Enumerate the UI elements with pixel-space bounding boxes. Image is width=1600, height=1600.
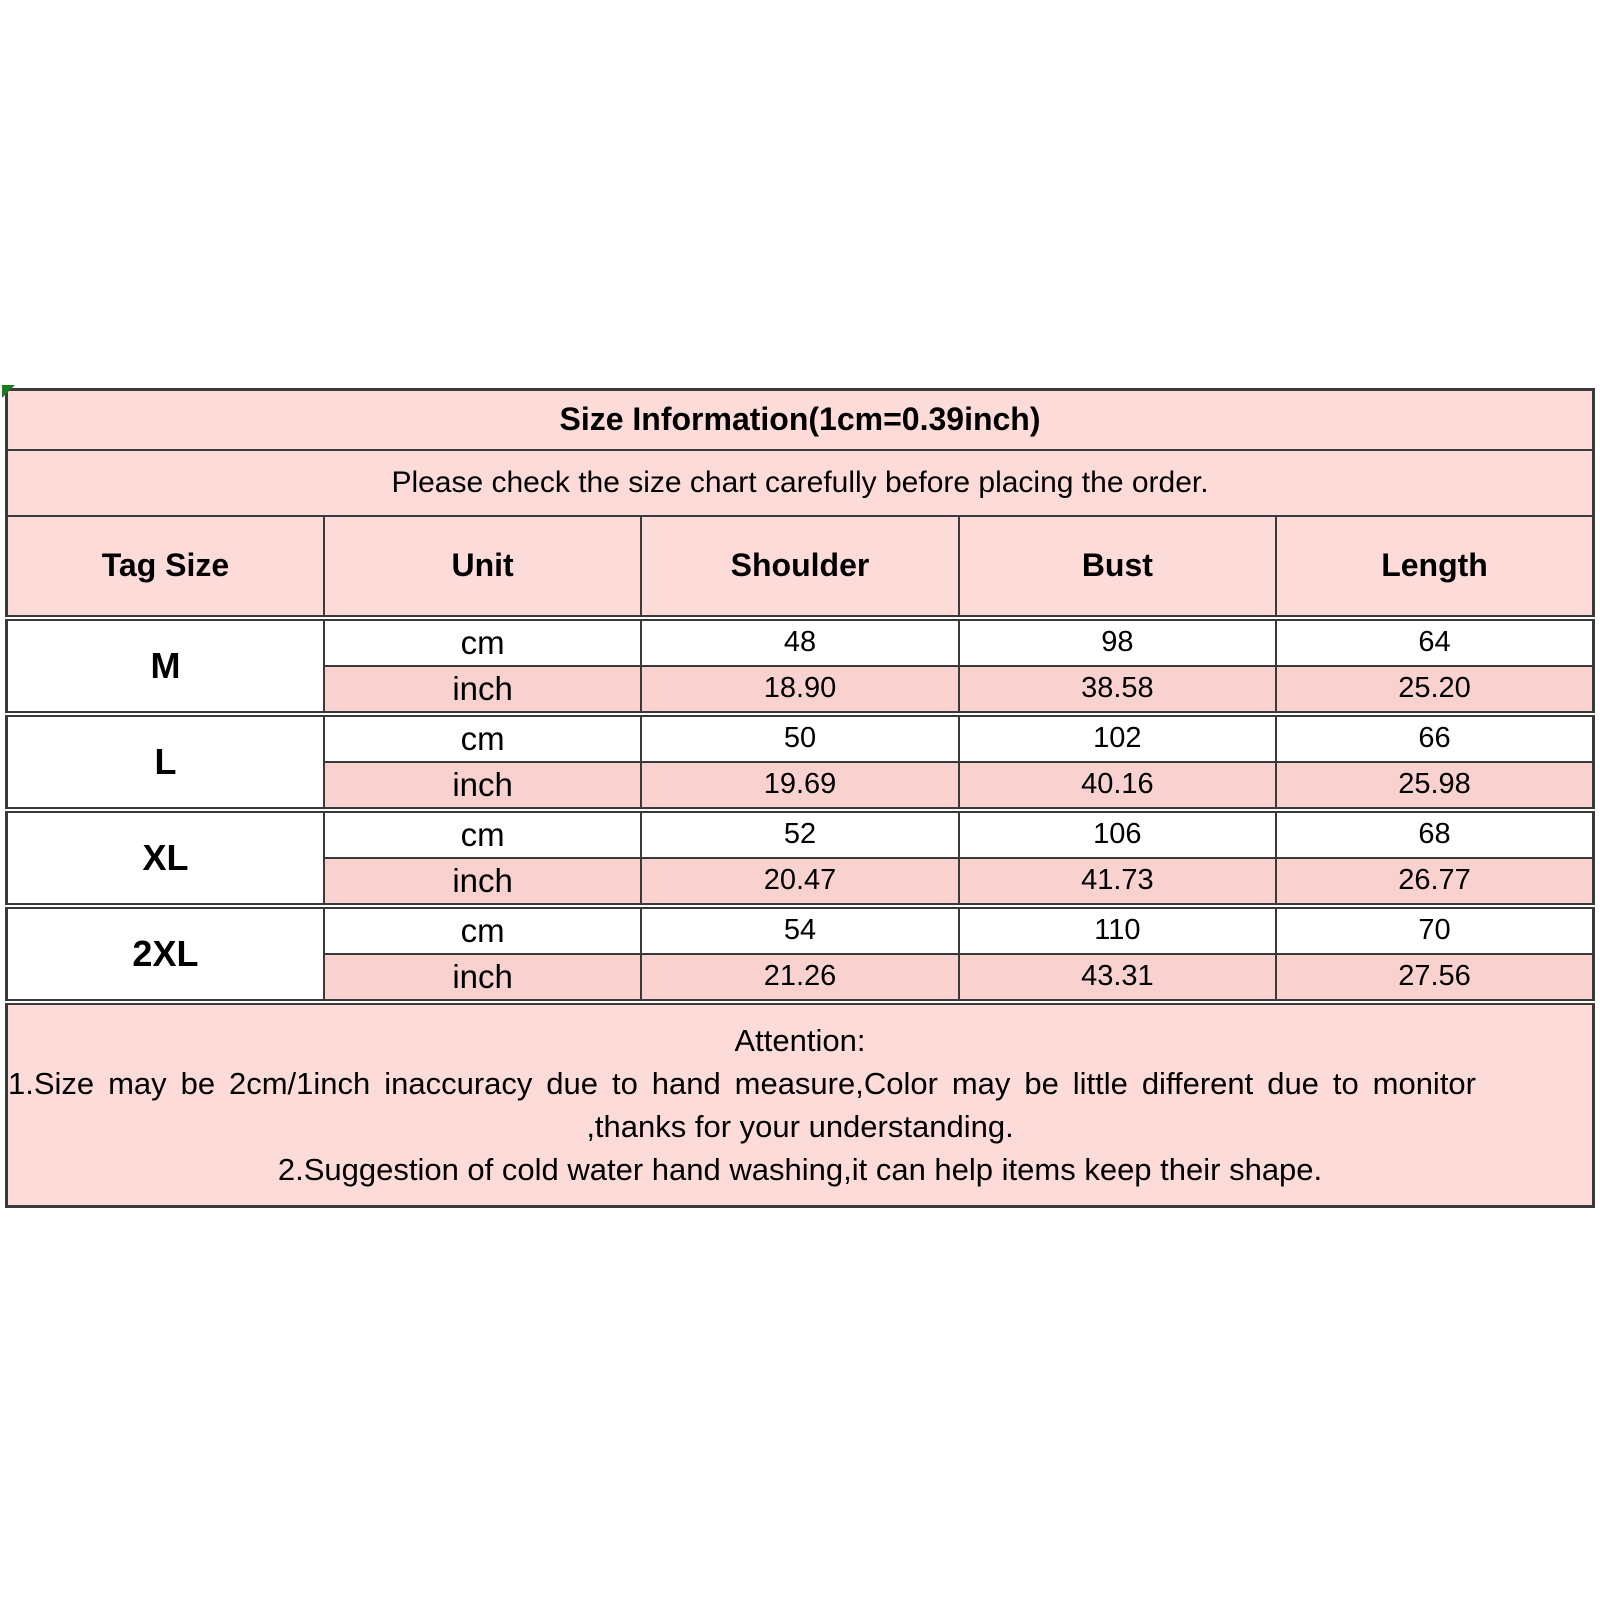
column-header-tag-size: Tag Size <box>7 516 324 618</box>
unit-cell: cm <box>324 906 641 954</box>
unit-cell: inch <box>324 858 641 906</box>
measurement-cell: 27.56 <box>1276 954 1593 1002</box>
unit-cell: inch <box>324 954 641 1002</box>
measurement-cell: 102 <box>959 714 1276 762</box>
attention-note: 2.Suggestion of cold water hand washing,it can help items keep their shape. <box>277 1151 1323 1187</box>
green-triangle-marker-icon <box>2 385 15 398</box>
size-chart-subtitle: Please check the size chart carefully before placing the order. <box>7 450 1594 516</box>
measurement-cell: 66 <box>1276 714 1593 762</box>
attention-section <box>7 1002 1594 1207</box>
unit-cell: inch <box>324 666 641 714</box>
measurement-cell: 40.16 <box>959 762 1276 810</box>
measurement-cell: 25.20 <box>1276 666 1593 714</box>
measurement-cell: 41.73 <box>959 858 1276 906</box>
measurement-cell: 19.69 <box>641 762 958 810</box>
size-tag-cell: 2XL <box>7 906 324 1002</box>
measurement-cell: 48 <box>641 618 958 666</box>
measurement-cell: 98 <box>959 618 1276 666</box>
measurement-cell: 68 <box>1276 810 1593 858</box>
measurement-cell: 50 <box>641 714 958 762</box>
measurement-cell: 21.26 <box>641 954 958 1002</box>
attention-heading: Attention: <box>734 1022 866 1058</box>
size-tag-cell: L <box>7 714 324 810</box>
column-header-shoulder: Shoulder <box>641 516 958 618</box>
unit-cell: cm <box>324 618 641 666</box>
size-chart-table <box>5 388 1595 1208</box>
column-header-length: Length <box>1276 516 1593 618</box>
size-chart-sheet <box>5 388 1595 1208</box>
unit-cell: cm <box>324 714 641 762</box>
measurement-cell: 110 <box>959 906 1276 954</box>
measurement-cell: 70 <box>1276 906 1593 954</box>
measurement-cell: 25.98 <box>1276 762 1593 810</box>
measurement-cell: 106 <box>959 810 1276 858</box>
measurement-cell: 20.47 <box>641 858 958 906</box>
measurement-cell: 38.58 <box>959 666 1276 714</box>
size-tag-cell: XL <box>7 810 324 906</box>
measurement-cell: 43.31 <box>959 954 1276 1002</box>
attention-note: ,thanks for your understanding. <box>586 1108 1014 1144</box>
size-chart-title: Size Information(1cm=0.39inch) <box>7 390 1594 450</box>
measurement-cell: 26.77 <box>1276 858 1593 906</box>
unit-cell: cm <box>324 810 641 858</box>
measurement-cell: 64 <box>1276 618 1593 666</box>
measurement-cell: 52 <box>641 810 958 858</box>
measurement-cell: 54 <box>641 906 958 954</box>
size-tag-cell: M <box>7 618 324 714</box>
attention-note: 1.Size may be 2cm/1inch inaccuracy due to hand measure,Color may be little different due to monitor <box>8 1065 1476 1101</box>
column-header-bust: Bust <box>959 516 1276 618</box>
unit-cell: inch <box>324 762 641 810</box>
column-header-unit: Unit <box>324 516 641 618</box>
measurement-cell: 18.90 <box>641 666 958 714</box>
